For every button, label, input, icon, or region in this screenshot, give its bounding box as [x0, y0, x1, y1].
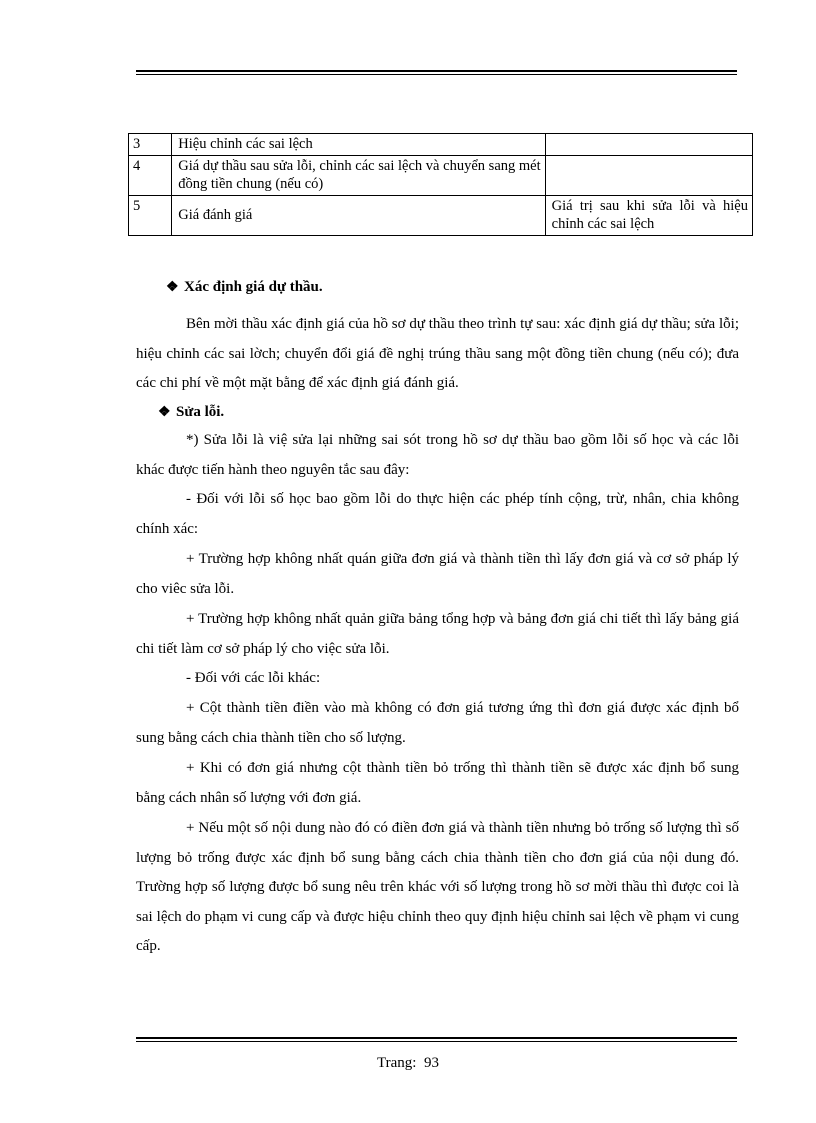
- diamond-bullet-icon: ❖: [158, 405, 171, 420]
- paragraph: [136, 605, 739, 664]
- paragraph-text: + Trường hợp không nhất quản giữa bảng tổng hợp và bảng đơn giá chi tiết thì lấy bảng giá chi tiết làm cơ sở pháp lý cho việc sửa lỗi.: [136, 611, 739, 657]
- page-label: Trang:: [377, 1055, 417, 1071]
- paragraph: [136, 485, 739, 544]
- row-note: [545, 156, 752, 196]
- diamond-bullet-icon: ❖: [166, 280, 179, 295]
- paragraph: [136, 754, 739, 813]
- table-row: [129, 196, 753, 236]
- paragraph-text: *) Sửa lỗi là việ sửa lại những sai sót trong hồ sơ dự thầu bao gồm lỗi số học và các lỗi khác được tiến hành theo nguyên tắc sau đây:: [136, 432, 739, 478]
- row-description: Giá dự thầu sau sửa lỗi, chỉnh các sai lệch và chuyển sang mét đồng tiền chung (nếu có): [172, 156, 545, 196]
- page-number: 93: [423, 1055, 439, 1071]
- paragraph-text: + Nếu một số nội dung nào đó có điền đơn giá và thành tiền nhưng bỏ trống số lượng thì số lượng bỏ trống được xác định bổ sung bằng cách chia thành tiền cho đơn giá của nội dung đó. Trường hợp số lượng được bổ sung nêu trên khác với số lượng trong hồ sơ mời thầu thì được coi là sai lệch do phạm vi cung cấp và được hiệu chỉnh theo quy định hiệu chỉnh sai lệch về phạm vi cung cấp.: [136, 820, 739, 955]
- paragraph-text: - Đối với lỗi số học bao gồm lỗi do thực hiện các phép tính cộng, trừ, nhân, chia không chính xác:: [136, 491, 739, 537]
- table-row: [129, 134, 753, 156]
- row-number: 5: [129, 196, 172, 236]
- row-note: Giá trị sau khi sửa lỗi và hiệu chỉnh các sai lệch: [545, 196, 752, 236]
- paragraph-text: + Khi có đơn giá nhưng cột thành tiền bỏ trống thì thành tiền sẽ được xác định bổ sung bằng cách nhân số lượng với đơn giá.: [136, 760, 739, 806]
- row-note: [545, 134, 752, 156]
- paragraph: [136, 664, 739, 694]
- evaluation-table: [128, 133, 753, 236]
- table-row: [129, 156, 753, 196]
- footer-rule: [136, 1037, 737, 1042]
- paragraph-text: + Cột thành tiền điền vào mà không có đơn giá tương ứng thì đơn giá được xác định bổ sung bằng cách chia thành tiền cho số lượng.: [136, 700, 739, 746]
- paragraph-text: - Đối với các lỗi khác:: [186, 670, 321, 686]
- paragraph-text: Bên mời thầu xác định giá của hồ sơ dự thầu theo trình tự sau: xác định giá dự thầu; sửa lỗi; hiệu chỉnh các sai lờch; chuyển đổi giá đề nghị trúng thầu sang một đồng tiền chung (nếu có); đưa các chi phí về một mặt bằng để xác định giá đánh giá.: [136, 316, 739, 392]
- section-heading-error-correction: [158, 404, 224, 421]
- paragraph: [136, 814, 739, 962]
- heading-text: Sửa lỗi.: [176, 404, 225, 420]
- row-description: Hiệu chỉnh các sai lệch: [172, 134, 545, 156]
- paragraph-text: + Trường hợp không nhất quán giữa đơn giá và thành tiền thì lấy đơn giá và cơ sở pháp lý cho viêc sửa lỗi.: [136, 551, 739, 597]
- section-heading-bid-price: [166, 279, 323, 296]
- paragraph: [136, 310, 739, 399]
- paragraph: [136, 694, 739, 753]
- header-rule: [136, 70, 737, 75]
- row-description: Giá đánh giá: [172, 196, 545, 236]
- page-footer: [0, 1055, 816, 1072]
- row-number: 3: [129, 134, 172, 156]
- row-number: 4: [129, 156, 172, 196]
- paragraph: [136, 426, 739, 485]
- heading-text: Xác định giá dự thầu.: [184, 279, 323, 295]
- paragraph: [136, 545, 739, 604]
